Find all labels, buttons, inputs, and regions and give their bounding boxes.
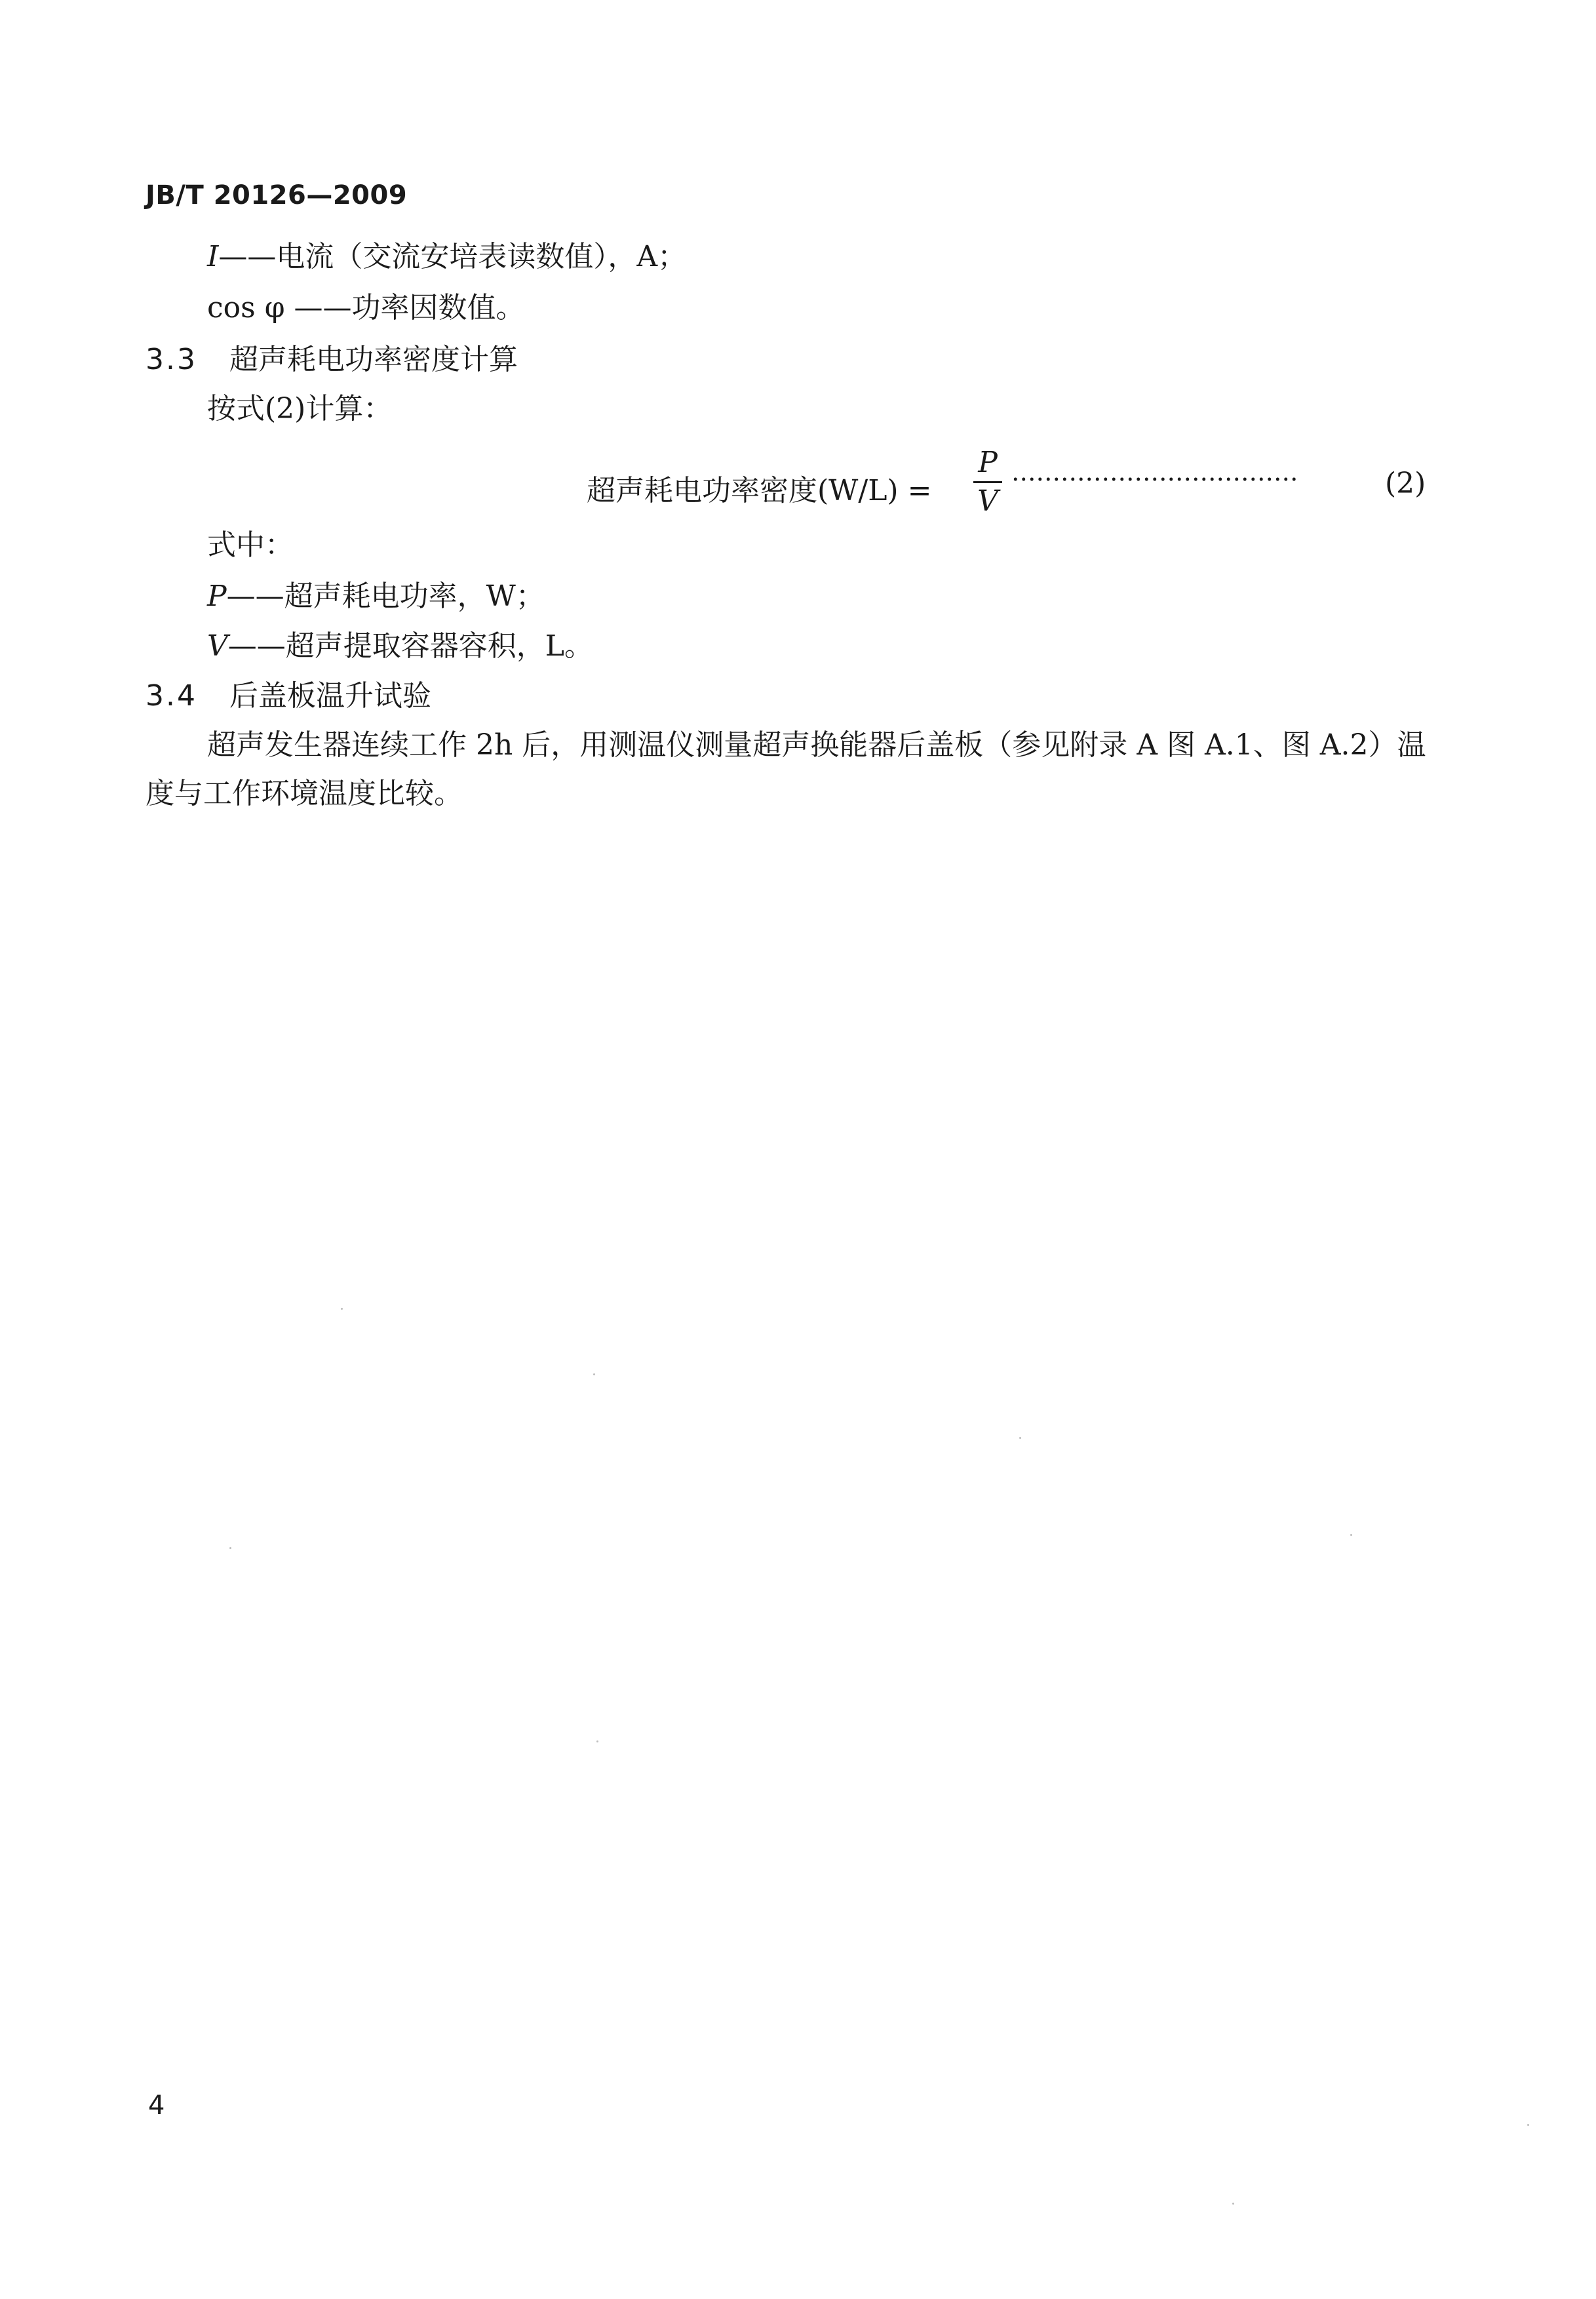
- formula-lhs: 超声耗电功率密度(W/L) =: [587, 474, 932, 507]
- scan-speck: [1527, 2124, 1529, 2126]
- definition-p: [207, 582, 545, 611]
- fraction-bar: [973, 481, 1002, 483]
- definition-text: ——超声耗电功率，W；: [226, 580, 545, 613]
- symbol-p: P: [207, 580, 227, 613]
- equation-number: (2): [1385, 467, 1426, 500]
- formula-2: [587, 447, 1439, 519]
- definition-text: ——功率因数值。: [284, 291, 525, 324]
- definition-v: [207, 629, 593, 663]
- definition-current: [207, 240, 687, 273]
- section-3-4-heading: [146, 679, 431, 713]
- symbol-cos-phi: cos φ: [207, 291, 285, 324]
- page-number: 4: [148, 2091, 165, 2121]
- section-3-4-paragraph: 超声发生器连续工作 2h 后，用测温仪测量超声换能器后盖板（参见附录 A 图 A.1、图 A.2）温度与工作环境温度比较。: [146, 728, 1426, 810]
- scan-speck: [341, 1308, 343, 1310]
- scan-speck: [1232, 2203, 1234, 2205]
- dot-leader: [1011, 476, 1297, 482]
- fraction-denominator: V: [977, 484, 998, 518]
- fraction: [973, 447, 1002, 517]
- definition-text: ——电流（交流安培表读数值），A；: [218, 240, 687, 273]
- section-number: 3.3: [146, 343, 197, 376]
- definition-power-factor: [207, 291, 525, 324]
- section-title: 后盖板温升试验: [229, 679, 431, 713]
- fraction-numerator: P: [978, 446, 998, 479]
- scan-speck: [1350, 1534, 1352, 1536]
- section-number: 3.4: [146, 679, 197, 713]
- standard-code-header: JB/T 20126—2009: [146, 180, 408, 210]
- formula-intro: 按式(2)计算：: [207, 392, 393, 425]
- scan-speck: [593, 1373, 595, 1375]
- symbol-v: V: [207, 629, 228, 663]
- symbol-i: I: [207, 240, 219, 273]
- where-label: 式中：: [207, 528, 294, 562]
- definition-text: ——超声提取容器容积，L。: [227, 629, 593, 663]
- scan-speck: [1019, 1437, 1021, 1439]
- scan-speck: [229, 1547, 231, 1549]
- scan-speck: [596, 1740, 598, 1742]
- section-title: 超声耗电功率密度计算: [229, 343, 518, 376]
- section-3-3-heading: [146, 345, 518, 374]
